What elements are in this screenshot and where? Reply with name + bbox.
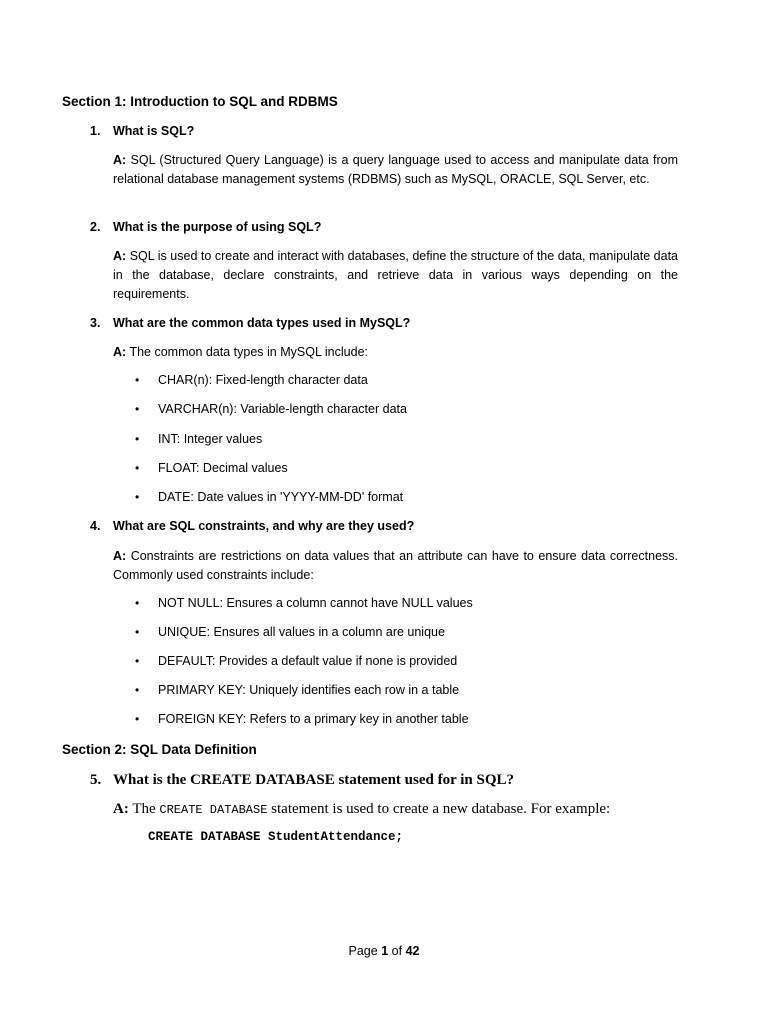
list-item: INT: Integer values bbox=[158, 432, 263, 446]
answer-2 bbox=[113, 247, 678, 304]
bullet-icon: • bbox=[135, 373, 140, 387]
bullet-icon: • bbox=[135, 654, 140, 668]
list-item: CHAR(n): Fixed-length character data bbox=[158, 373, 368, 387]
list-item: UNIQUE: Ensures all values in a column are unique bbox=[158, 625, 445, 639]
list-item: VARCHAR(n): Variable-length character data bbox=[158, 402, 407, 416]
question-3-text: What are the common data types used in MySQL? bbox=[113, 316, 411, 330]
list-item: FOREIGN KEY: Refers to a primary key in another table bbox=[158, 712, 469, 726]
total-pages: 42 bbox=[405, 944, 420, 958]
answer-1 bbox=[113, 151, 678, 189]
list-item: DEFAULT: Provides a default value if none is provided bbox=[158, 654, 458, 668]
question-4-text: What are SQL constraints, and why are they used? bbox=[113, 519, 415, 533]
bullet-icon: • bbox=[135, 402, 140, 416]
of-label: of bbox=[391, 944, 403, 958]
bullet-icon: • bbox=[135, 683, 140, 697]
code-block: CREATE DATABASE StudentAttendance; bbox=[148, 830, 404, 844]
answer-5-after: statement is used to create a new database. For example: bbox=[271, 801, 611, 817]
bullet-icon: • bbox=[135, 596, 140, 610]
inline-code: CREATE DATABASE bbox=[159, 803, 268, 817]
question-1-text: What is SQL? bbox=[113, 124, 195, 138]
answer-2-text: SQL is used to create and interact with databases, define the structure of the data, manipulate data in the database, declare constraints, and retrieve data in various ways depending on the requirements. bbox=[113, 249, 678, 301]
question-3-number: 3. bbox=[90, 316, 101, 330]
question-1-number: 1. bbox=[90, 124, 101, 138]
section-2-heading: Section 2: SQL Data Definition bbox=[62, 742, 257, 757]
answer-3-text: The common data types in MySQL include: bbox=[129, 345, 368, 359]
answer-4-text: Constraints are restrictions on data values that an attribute can have to ensure data correctness. Commonly used constraints include: bbox=[113, 549, 678, 582]
question-2-text: What is the purpose of using SQL? bbox=[113, 220, 322, 234]
list-item: PRIMARY KEY: Uniquely identifies each row in a table bbox=[158, 683, 460, 697]
answer-5 bbox=[113, 801, 610, 818]
answer-1-text: SQL (Structured Query Language) is a query language used to access and manipulate data from relational database management systems (RDBMS) such as MySQL, ORACLE, SQL Server, etc. bbox=[113, 153, 678, 186]
bullet-icon: • bbox=[135, 461, 140, 475]
question-4-number: 4. bbox=[90, 519, 101, 533]
page-label: Page bbox=[348, 944, 378, 958]
page-number: 1 bbox=[381, 944, 389, 958]
list-item: NOT NULL: Ensures a column cannot have NULL values bbox=[158, 596, 473, 610]
answer-prefix: A: bbox=[113, 153, 127, 167]
answer-3 bbox=[113, 343, 678, 362]
question-2-number: 2. bbox=[90, 220, 101, 234]
answer-prefix: A: bbox=[113, 249, 127, 263]
page-footer bbox=[0, 944, 768, 958]
bullet-icon: • bbox=[135, 625, 140, 639]
answer-prefix: A: bbox=[113, 345, 127, 359]
list-item: DATE: Date values in 'YYYY-MM-DD' format bbox=[158, 490, 404, 504]
answer-5-before: The bbox=[132, 801, 156, 817]
answer-prefix: A: bbox=[113, 549, 127, 563]
bullet-icon: • bbox=[135, 490, 140, 504]
question-5-text: What is the CREATE DATABASE statement used for in SQL? bbox=[113, 772, 515, 788]
answer-prefix: A: bbox=[113, 801, 129, 817]
bullet-icon: • bbox=[135, 712, 140, 726]
question-5-number: 5. bbox=[90, 772, 102, 788]
bullet-icon: • bbox=[135, 432, 140, 446]
answer-4 bbox=[113, 547, 678, 585]
list-item: FLOAT: Decimal values bbox=[158, 461, 288, 475]
section-1-heading: Section 1: Introduction to SQL and RDBMS bbox=[62, 94, 338, 109]
